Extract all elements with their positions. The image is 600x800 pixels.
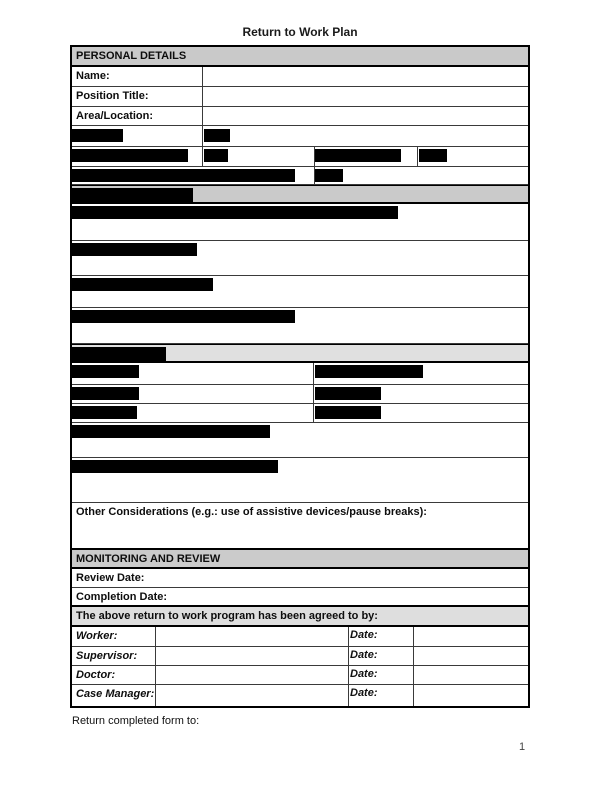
redacted-text-bar	[72, 278, 213, 291]
redacted-field-row	[72, 363, 528, 385]
redacted-text-bar	[72, 387, 139, 400]
cell-divider	[202, 147, 203, 166]
supervisor-label: Supervisor:	[76, 650, 138, 662]
doctor-signature-row	[72, 666, 528, 685]
redacted-text-bar	[72, 365, 139, 378]
agreement-header-row	[72, 607, 528, 627]
cell-divider	[348, 666, 349, 684]
name-label: Name:	[76, 70, 110, 82]
case-manager-date-label: Date:	[350, 687, 378, 699]
agreement-header-label: The above return to work program has been agreed to by:	[76, 610, 378, 622]
redacted-text-bar	[72, 149, 188, 162]
cell-divider	[417, 147, 418, 166]
position-title-row	[72, 87, 528, 107]
return-to-work-form-table	[70, 45, 530, 708]
redacted-text-bar	[72, 460, 278, 473]
redacted-text-bar	[72, 129, 123, 142]
review-date-input-cell[interactable]	[152, 569, 528, 587]
worker-signature-cell[interactable]	[156, 627, 348, 646]
case-manager-signature-row	[72, 685, 528, 706]
redacted-text-bar	[315, 169, 343, 182]
redacted-field-row	[72, 404, 528, 423]
redacted-text-bar	[315, 387, 381, 400]
redacted-text-bar	[72, 425, 270, 438]
case-manager-signature-cell[interactable]	[156, 685, 348, 706]
worker-label: Worker:	[76, 630, 118, 642]
redacted-text-bar	[315, 365, 423, 378]
redacted-text-bar	[315, 149, 401, 162]
redacted-text-bar	[204, 149, 228, 162]
name-row	[72, 67, 528, 87]
doctor-signature-cell[interactable]	[156, 666, 348, 684]
case-manager-label: Case Manager:	[76, 688, 155, 700]
position-title-label: Position Title:	[76, 90, 149, 102]
redacted-text-bar	[204, 129, 230, 142]
redacted-text-bar	[72, 310, 295, 323]
position-title-input-cell[interactable]	[203, 87, 528, 106]
other-considerations-row	[72, 503, 528, 550]
other-considerations-label: Other Considerations (e.g.: use of assistive devices/pause breaks):	[76, 506, 427, 518]
name-input-cell[interactable]	[203, 67, 528, 86]
page-number: 1	[519, 741, 526, 753]
redacted-entry-row	[72, 458, 528, 503]
cell-divider	[313, 404, 314, 422]
doctor-date-label: Date:	[350, 668, 378, 680]
doctor-date-cell[interactable]	[414, 666, 528, 684]
redacted-entry-row	[72, 276, 528, 308]
worker-date-cell[interactable]	[414, 627, 528, 646]
area-location-row	[72, 107, 528, 126]
area-location-input-cell[interactable]	[203, 107, 528, 125]
redacted-subsection-header	[72, 344, 528, 363]
supervisor-date-cell[interactable]	[414, 647, 528, 665]
redacted-entry-row	[72, 241, 528, 276]
redacted-field-row	[72, 126, 528, 147]
worker-date-label: Date:	[350, 629, 378, 641]
redacted-field-row	[72, 167, 528, 185]
other-considerations-input-area[interactable]	[72, 519, 528, 548]
area-location-label: Area/Location:	[76, 110, 154, 122]
redacted-entry-row	[72, 308, 528, 344]
worker-signature-row	[72, 627, 528, 647]
review-date-label: Review Date:	[76, 572, 145, 584]
redacted-field-row	[72, 385, 528, 404]
cell-divider	[348, 685, 349, 706]
redacted-text-bar	[72, 243, 197, 256]
completion-date-label: Completion Date:	[76, 591, 168, 603]
review-date-row	[72, 569, 528, 588]
completion-date-row	[72, 588, 528, 607]
page-title: Return to Work Plan	[242, 25, 358, 39]
cell-divider	[202, 126, 203, 146]
redacted-text-bar	[419, 149, 447, 162]
section-header-personal-details	[72, 47, 528, 67]
section-header-monitoring-review	[72, 550, 528, 569]
doctor-label: Doctor:	[76, 669, 116, 681]
redacted-section-header	[72, 185, 528, 204]
redacted-text-bar	[72, 347, 166, 362]
footer-note: Return completed form to:	[72, 715, 200, 727]
redacted-field-row	[72, 147, 528, 167]
redacted-text-bar	[315, 406, 381, 419]
redacted-text-bar	[72, 206, 398, 219]
redacted-text-bar	[72, 406, 137, 419]
redacted-text-bar	[72, 188, 193, 203]
cell-divider	[313, 363, 314, 384]
supervisor-signature-row	[72, 647, 528, 666]
redacted-text-bar	[72, 169, 295, 182]
redacted-entry-row	[72, 204, 528, 241]
cell-divider	[348, 647, 349, 665]
supervisor-date-label: Date:	[350, 649, 378, 661]
section-header-label: MONITORING AND REVIEW	[76, 553, 221, 565]
redacted-entry-row	[72, 423, 528, 458]
cell-divider	[313, 385, 314, 403]
section-header-label: PERSONAL DETAILS	[76, 50, 187, 62]
supervisor-signature-cell[interactable]	[156, 647, 348, 665]
case-manager-date-cell[interactable]	[414, 685, 528, 706]
cell-divider	[348, 627, 349, 646]
completion-date-input-cell[interactable]	[172, 588, 528, 605]
